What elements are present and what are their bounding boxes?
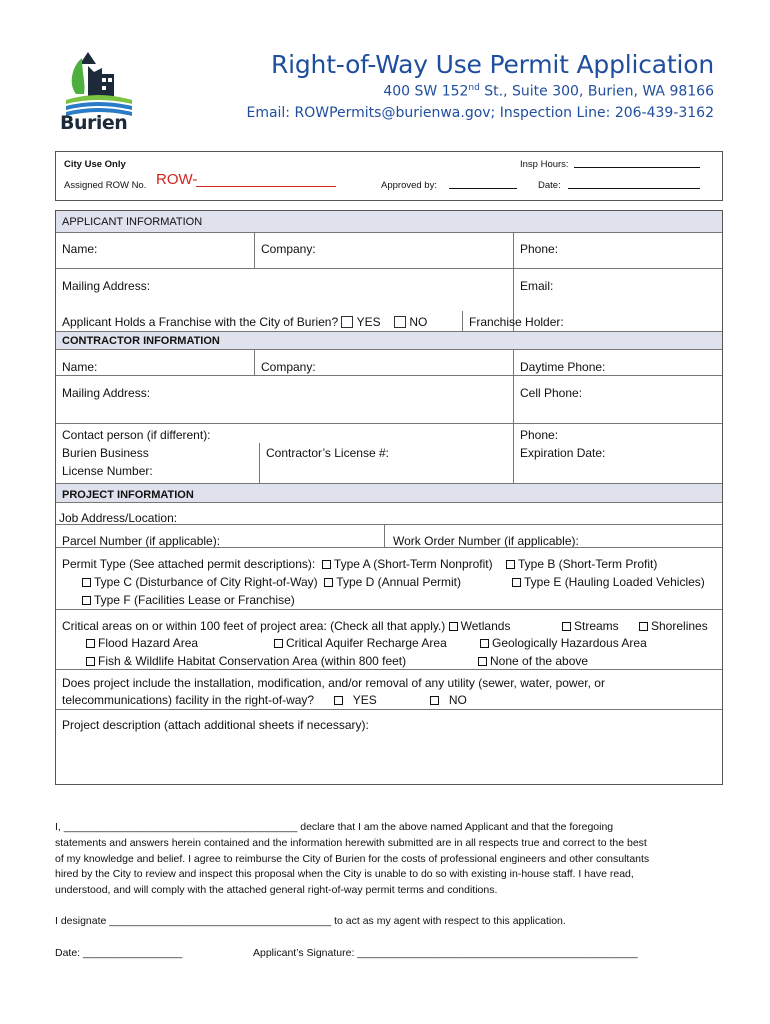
type-d-label: Type D (Annual Permit) [336,575,462,589]
flood-label: Flood Hazard Area [98,636,199,650]
assigned-row-label: Assigned ROW No. [64,180,147,191]
streams-label: Streams [574,619,619,633]
critical-areas-row-1 [62,619,510,633]
applicant-name-label[interactable]: Name: [62,242,98,256]
business-license-label-2[interactable]: License Number: [62,464,153,478]
applicant-phone-label[interactable]: Phone: [520,242,559,256]
expiration-date-label[interactable]: Expiration Date: [520,446,606,460]
applicant-mailing-label[interactable]: Mailing Address: [62,279,151,293]
streams-option [562,619,619,633]
shorelines-option [639,619,708,633]
type-a-label: Type A (Short-Term Nonprofit) [333,557,493,571]
shorelines-checkbox[interactable] [639,622,648,631]
contact-person-label[interactable]: Contact person (if different): [62,428,211,442]
project-section-header [56,483,722,503]
streams-checkbox[interactable] [562,622,571,631]
flood-option [86,636,198,650]
type-b-label: Type B (Short-Term Profit) [517,557,658,571]
applicant-email-label[interactable]: Email: [520,279,554,293]
daytime-phone-label[interactable]: Daytime Phone: [520,360,606,374]
wetlands-checkbox[interactable] [449,622,458,631]
address-line: 400 SW 152nd St., Suite 300, Burien, WA 98166 [383,83,714,100]
application-form [55,210,723,785]
none-checkbox[interactable] [478,657,487,666]
declaration-line-4: hired by the City to review and inspect this proposal when the City is unable to do so with existing in-house staff. I have read, [55,868,634,881]
utility-question-text: telecommunications) facility in the right-of-way? [62,693,315,707]
permit-type-row-2 [82,575,461,589]
city-use-only-box [55,151,723,201]
type-c-checkbox[interactable] [82,578,91,587]
declaration-line-2: statements and answers herein contained and the information herewith submitted are in all respects true and correct to the best [55,836,647,849]
franchise-question [62,315,427,329]
franchise-yes-label: YES [356,315,381,329]
permit-type-row-1 [62,557,657,571]
franchise-no-checkbox[interactable] [394,316,406,328]
utility-no-label: NO [448,693,467,707]
utility-yes-label: YES [352,693,377,707]
aquifer-option [274,636,447,650]
contractor-section-header [56,331,722,350]
type-b-checkbox[interactable] [506,560,515,569]
assigned-row-field[interactable] [196,175,336,187]
flood-checkbox[interactable] [86,639,95,648]
contact-line: Email: ROWPermits@burienwa.gov; Inspection Line: 206-439-3162 [246,105,714,121]
type-c-label: Type C (Disturbance of City Right-of-Way) [94,575,318,589]
type-d-checkbox[interactable] [324,578,333,587]
declaration-line-1: I, ________________________________________ declare that I am the above named Applicant and that the foregoing [55,821,614,833]
utility-no-checkbox[interactable] [430,696,439,705]
franchise-holder-label[interactable]: Franchise Holder: [469,315,564,329]
city-use-heading: City Use Only [64,159,126,170]
franchise-no-label: NO [409,315,428,329]
date-signature-line[interactable]: Date: _________________ [55,947,183,959]
wetlands-label: Wetlands [460,619,511,633]
declaration-line-5: understood, and will comply with the attached general right-of-way permit terms and conditions. [55,884,498,897]
geologic-checkbox[interactable] [480,639,489,648]
row-prefix: ROW- [156,171,198,188]
critical-areas-label: Critical areas on or within 100 feet of project area: (Check all that apply.) [62,619,446,633]
utility-question-line-1: Does project include the installation, modification, and/or removal of any utility (sewer, water, power, or [62,676,605,690]
contractor-name-label[interactable]: Name: [62,360,98,374]
franchise-question-text: Applicant Holds a Franchise with the City of Burien? [62,315,339,329]
insp-hours-field[interactable] [574,158,700,168]
project-description-label[interactable]: Project description (attach additional sheets if necessary): [62,718,369,732]
geologic-label: Geologically Hazardous Area [492,636,647,650]
franchise-yes-checkbox[interactable] [341,316,353,328]
insp-hours-label: Insp Hours: [520,159,569,170]
date-field[interactable] [568,179,700,189]
permit-type-label: Permit Type (See attached permit descriptions): [62,557,316,571]
contractor-company-label[interactable]: Company: [261,360,316,374]
utility-question-line-2 [62,693,467,707]
none-option [478,654,588,668]
contractor-phone-label[interactable]: Phone: [520,428,559,442]
approved-by-label: Approved by: [381,180,437,191]
page-title: Right-of-Way Use Permit Application [270,50,714,79]
business-license-label-1[interactable]: Burien Business [62,446,149,460]
applicant-company-label[interactable]: Company: [261,242,316,256]
date-label: Date: [538,180,561,191]
geologic-option [480,636,647,650]
contractor-license-label[interactable]: Contractor’s License #: [266,446,389,460]
type-f-checkbox[interactable] [82,596,91,605]
designate-agent-line[interactable]: I designate ______________________________________ to act as my agent with respect to this application. [55,915,566,927]
type-a-checkbox[interactable] [322,560,331,569]
contractor-heading: CONTRACTOR INFORMATION [62,335,220,347]
aquifer-checkbox[interactable] [274,639,283,648]
logo-wordmark: Burien [60,112,128,134]
declaration-paragraph [55,820,715,899]
applicant-signature-line[interactable]: Applicant’s Signature: ________________________________________________ [253,947,638,959]
type-e-label: Type E (Hauling Loaded Vehicles) [524,575,705,589]
project-heading: PROJECT INFORMATION [62,489,194,501]
none-label: None of the above [490,654,589,668]
habitat-checkbox[interactable] [86,657,95,666]
applicant-section-header [56,211,722,233]
habitat-option [86,654,406,668]
utility-yes-checkbox[interactable] [334,696,343,705]
approved-by-field[interactable] [449,179,517,189]
type-e-checkbox[interactable] [512,578,521,587]
cell-phone-label[interactable]: Cell Phone: [520,386,583,400]
permit-type-row-3 [82,593,295,607]
work-order-label[interactable]: Work Order Number (if applicable): [393,534,579,548]
habitat-label: Fish & Wildlife Habitat Conservation Area (within 800 feet) [98,654,407,668]
aquifer-label: Critical Aquifer Recharge Area [286,636,447,650]
declaration-line-3: of my knowledge and belief. I agree to reimburse the City of Burien for the costs of professional engineers and other consultants [55,852,650,865]
parcel-number-label[interactable]: Parcel Number (if applicable): [62,534,221,548]
contractor-mailing-label[interactable]: Mailing Address: [62,386,151,400]
permit-type-e [512,575,705,589]
applicant-heading: APPLICANT INFORMATION [62,216,203,228]
type-f-label: Type F (Facilities Lease or Franchise) [94,593,295,607]
job-address-label[interactable]: Job Address/Location: [59,511,178,525]
shorelines-label: Shorelines [651,619,708,633]
